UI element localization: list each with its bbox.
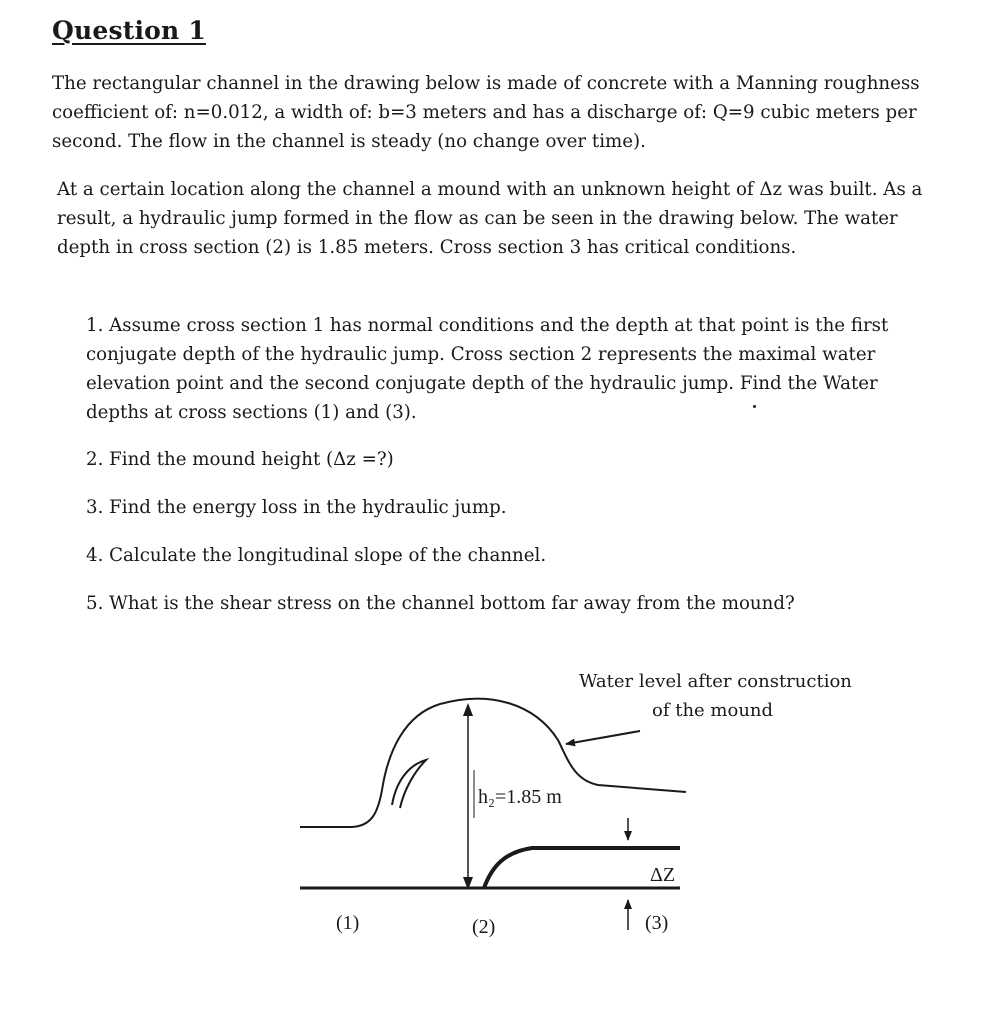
section-1-label: (1) — [336, 912, 360, 934]
annotation-line-1: Water level after construction — [579, 671, 852, 692]
question-item-4: 4. Calculate the longitudinal slope of the channel. — [86, 545, 547, 566]
jump-roller — [392, 760, 426, 808]
section-2-label: (2) — [472, 916, 496, 938]
problem-paragraph-1: The rectangular channel in the drawing below is made of concrete with a Manning roughness coefficient of: n=0.012, a width of: b=3 meters and has a discharge of: Q=9 cubic meters per second. The flow in the channel is steady (no change over time). — [52, 73, 920, 152]
delta-z-label: ΔZ — [650, 864, 676, 886]
question-item-3: 3. Find the energy loss in the hydraulic jump. — [86, 497, 507, 518]
downstream-water-surface — [440, 699, 686, 792]
question-item-5: 5. What is the shear stress on the channel bottom far away from the mound? — [86, 593, 795, 614]
annotation-line-2: of the mound — [652, 700, 774, 721]
h2-top-arrow — [463, 703, 473, 716]
annotation-arrow — [566, 731, 640, 744]
upstream-water-surface — [300, 704, 440, 827]
question-title: Question 1 — [52, 16, 206, 45]
section-3-label: (3) — [645, 912, 669, 934]
h2-depth-label: h₂=1.85 m — [478, 786, 562, 808]
question-item-2: 2. Find the mound height (Δz =?) — [86, 449, 394, 470]
problem-paragraph-2: At a certain location along the channel a mound with an unknown height of Δz was built. As a result, a hydraulic jump formed in the flow as can be seen in the drawing below. The water depth in cross section (2) is 1.85 meters. Cross section 3 has critical conditions. — [57, 179, 923, 258]
question-item-1: 1. Assume cross section 1 has normal conditions and the depth at that point is the first conjugate depth of the hydraulic jump. Cross section 2 represents the maximal water elevation point and the second conjugate depth of the hydraulic jump. Find the Water depths at cross sections (1) and (3). — [86, 315, 889, 423]
